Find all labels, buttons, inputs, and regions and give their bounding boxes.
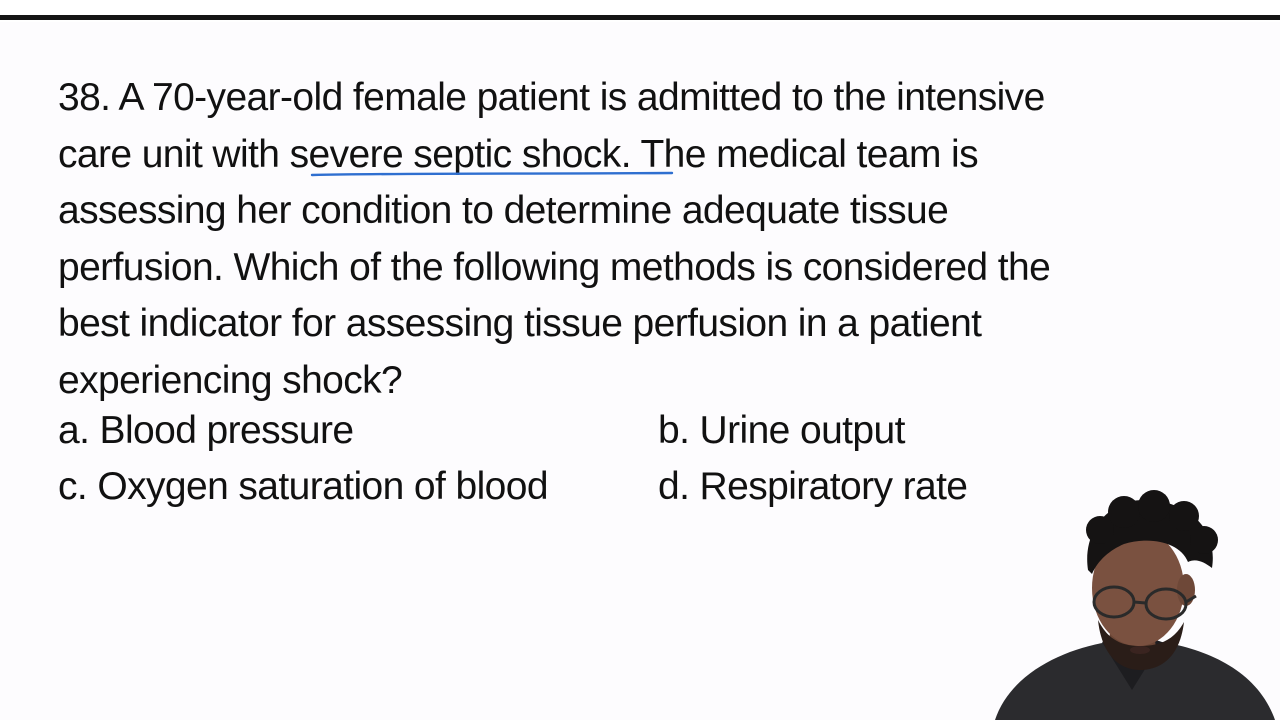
question-line: experiencing shock? xyxy=(58,358,403,402)
question-line: best indicator for assessing tissue perfusion in a patient xyxy=(58,302,982,345)
top-divider xyxy=(0,15,1280,20)
option-a[interactable]: a. Blood pressure xyxy=(58,409,354,452)
option-d[interactable]: d. Respiratory rate xyxy=(658,465,968,508)
presenter-video xyxy=(990,490,1280,720)
question-line: care unit with severe septic shock. The medical team is xyxy=(58,132,979,176)
question-text xyxy=(58,70,1068,409)
question-line: assessing her condition to determine adequate tissue xyxy=(58,189,949,232)
question-line: perfusion. Which of the following methods is considered the xyxy=(58,245,1051,289)
handwritten-underline xyxy=(300,168,680,184)
question-line: 38. A 70-year-old female patient is admitted to the intensive xyxy=(58,76,1045,119)
option-c[interactable]: c. Oxygen saturation of blood xyxy=(58,465,548,508)
option-b[interactable]: b. Urine output xyxy=(658,409,905,452)
